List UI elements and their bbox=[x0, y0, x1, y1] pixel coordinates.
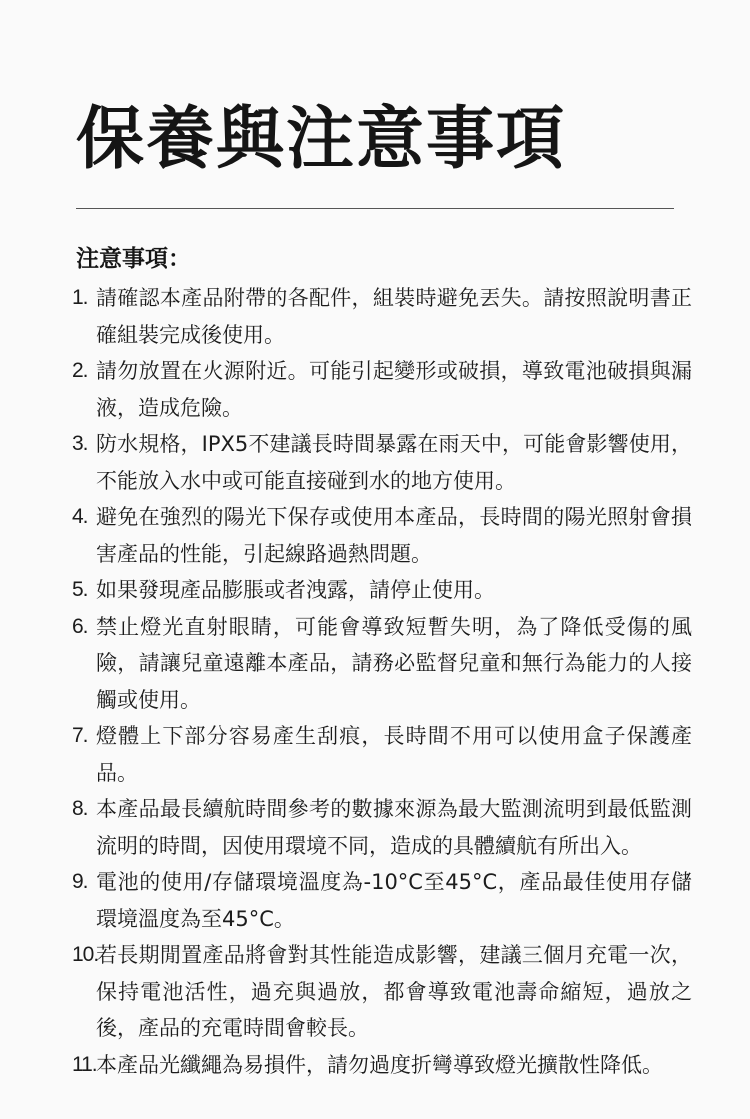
item-text: 若長期閒置產品將會對其性能造成影響，建議三個月充電一次，保持電池活性，過充與過放，都會導致電池壽命縮短，過放之後，產品的充電時間會較長。 bbox=[96, 943, 692, 1040]
item-text: 防水規格，IPX5不建議長時間暴露在雨天中，可能會影響使用，不能放入水中或可能直接碰到水的地方使用。 bbox=[96, 432, 692, 493]
notice-item-2 bbox=[72, 353, 692, 426]
notice-item-4 bbox=[72, 499, 692, 572]
item-text: 請確認本產品附帶的各配件，組裝時避免丟失。請按照說明書正確組裝完成後使用。 bbox=[96, 286, 692, 347]
notice-item-10 bbox=[72, 937, 692, 1047]
section-heading: 注意事項： bbox=[76, 246, 191, 272]
title-divider bbox=[76, 208, 674, 209]
notice-list bbox=[72, 280, 692, 1083]
notice-item-7 bbox=[72, 718, 692, 791]
item-text: 避免在強烈的陽光下保存或使用本產品，長時間的陽光照射會損害產品的性能，引起線路過熱問題。 bbox=[96, 505, 692, 566]
item-text: 燈體上下部分容易產生刮痕，長時間不用可以使用盒子保護產品。 bbox=[96, 724, 692, 785]
item-text: 禁止燈光直射眼睛，可能會導致短暫失明，為了降低受傷的風險，請讓兒童遠離本產品，請務必監督兒童和無行為能力的人接觸或使用。 bbox=[96, 614, 692, 712]
item-number: 9. bbox=[72, 870, 88, 893]
notice-item-3 bbox=[72, 426, 692, 499]
page-title: 保養與注意事項 bbox=[76, 100, 567, 179]
item-number: 11. bbox=[72, 1052, 97, 1076]
notice-item-5 bbox=[72, 572, 692, 609]
item-number: 4. bbox=[72, 505, 88, 528]
item-number: 1. bbox=[72, 286, 88, 309]
item-text: 如果發現產品膨脹或者洩露，請停止使用。 bbox=[96, 578, 495, 602]
item-number: 8. bbox=[72, 797, 88, 820]
item-text: 本產品光纖繩為易損件，請勿過度折彎導致燈光擴散性降低。 bbox=[96, 1052, 663, 1077]
item-number: 6. bbox=[72, 614, 88, 638]
item-number: 2. bbox=[72, 359, 88, 382]
notice-item-9 bbox=[72, 864, 692, 937]
notice-item-6 bbox=[72, 609, 692, 719]
item-number: 10. bbox=[72, 943, 99, 966]
item-text: 本產品最長續航時間參考的數據來源為最大監測流明到最低監測流明的時間，因使用環境不同，造成的具體續航有所出入。 bbox=[96, 797, 692, 858]
item-number: 5. bbox=[72, 578, 88, 601]
item-number: 7. bbox=[72, 724, 88, 747]
notice-item-1 bbox=[72, 280, 692, 353]
item-number: 3. bbox=[72, 432, 88, 455]
item-text: 電池的使用/存儲環境溫度為-10°C至45°C，產品最佳使用存儲環境溫度為至45°C。 bbox=[96, 870, 692, 931]
notice-item-8 bbox=[72, 791, 692, 864]
notice-item-11 bbox=[72, 1047, 692, 1084]
item-text: 請勿放置在火源附近。可能引起變形或破損，導致電池破損與漏液，造成危險。 bbox=[96, 359, 692, 420]
